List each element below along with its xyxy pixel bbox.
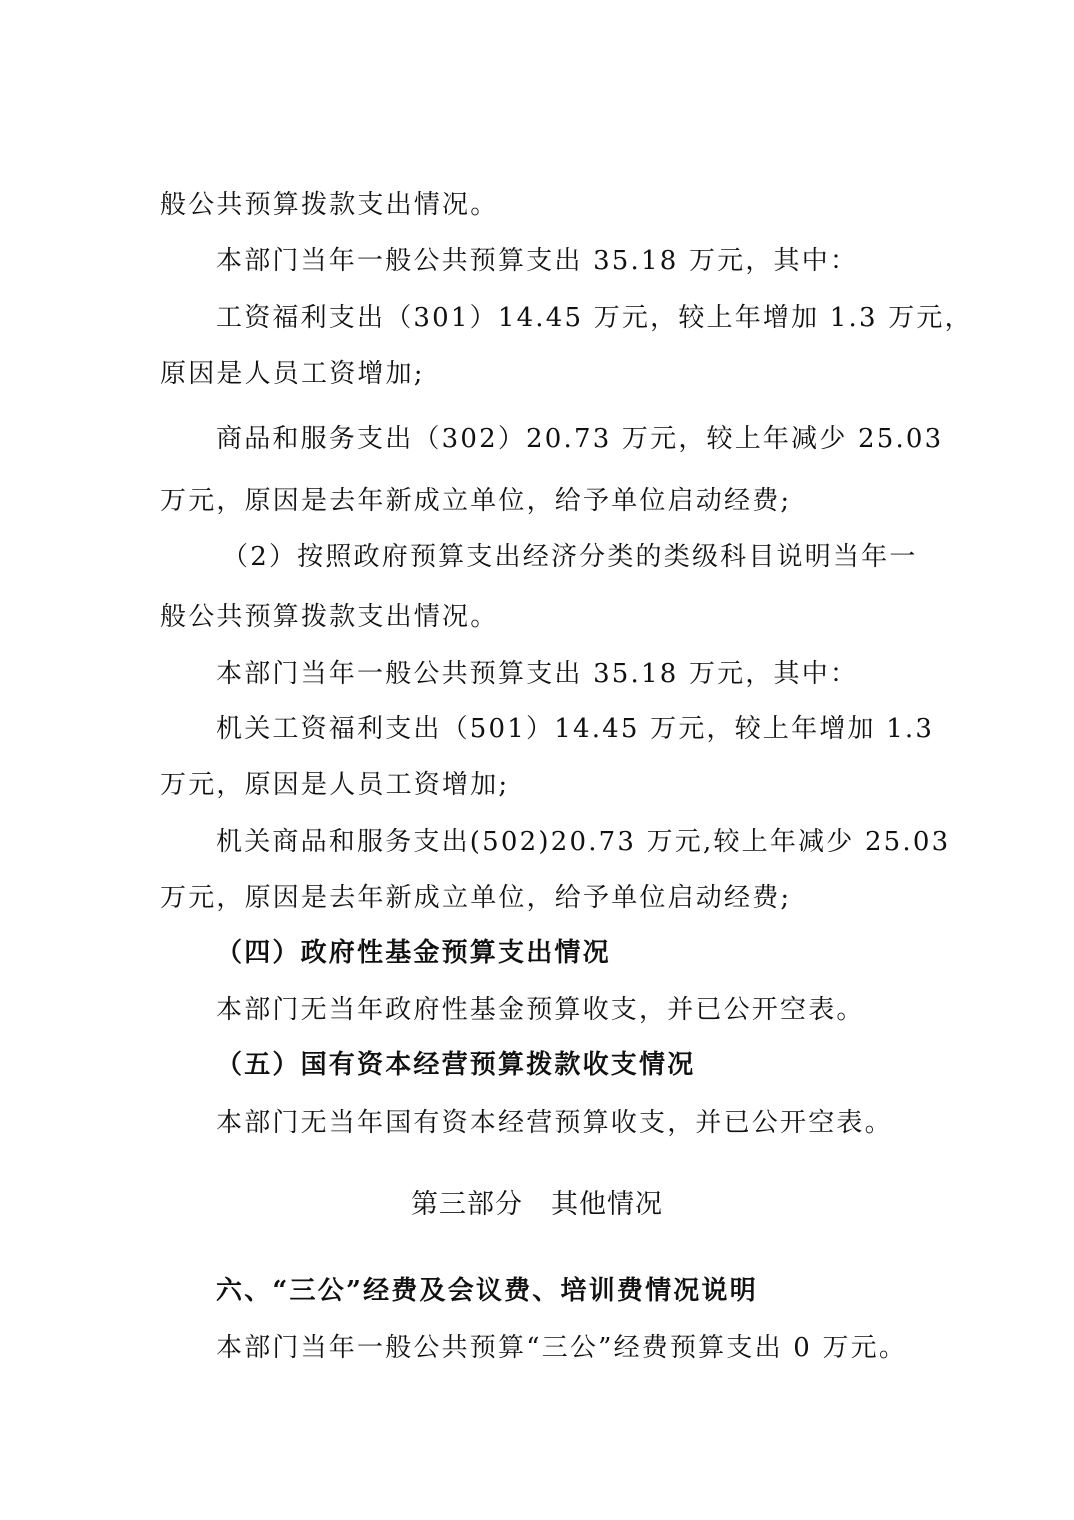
paragraph-line: 本部门无当年国有资本经营预算收支，并已公开空表。 [216, 1108, 893, 1138]
paragraph-line: 工资福利支出（301）14.45 万元，较上年增加 1.3 万元， [216, 303, 973, 333]
paragraph-line: 本部门当年一般公共预算支出 35.18 万元，其中： [216, 659, 859, 689]
section-heading: 六、“三公”经费及会议费、培训费情况说明 [216, 1276, 758, 1306]
part-heading-number: 第三部分 [411, 1189, 523, 1220]
paragraph-line: 机关商品和服务支出(502)20.73 万元,较上年减少 25.03 [216, 827, 951, 857]
paragraph-line: （2）按照政府预算支出经济分类的类级科目说明当年一 [222, 542, 918, 572]
section-heading: （四）政府性基金预算支出情况 [216, 938, 611, 968]
part-heading [0, 1188, 1074, 1222]
paragraph-line: 原因是人员工资增加; [160, 359, 425, 389]
paragraph-line: 般公共预算拨款支出情况。 [160, 190, 499, 220]
paragraph-line: 本部门无当年政府性基金预算收支，并已公开空表。 [216, 995, 865, 1025]
paragraph-line: 本部门当年一般公共预算支出 35.18 万元，其中： [216, 246, 859, 276]
paragraph-line: 机关工资福利支出（501）14.45 万元，较上年增加 1.3 [216, 714, 935, 744]
paragraph-line: 本部门当年一般公共预算“三公”经费预算支出 0 万元。 [216, 1333, 908, 1363]
paragraph-line: 万元，原因是人员工资增加; [160, 770, 510, 800]
paragraph-line: 万元，原因是去年新成立单位，给予单位启动经费; [160, 883, 792, 913]
part-heading-title: 其他情况 [551, 1189, 663, 1220]
paragraph-line: 万元，原因是去年新成立单位，给予单位启动经费; [160, 486, 792, 516]
section-heading: （五）国有资本经营预算拨款收支情况 [216, 1050, 696, 1080]
paragraph-line: 商品和服务支出（302）20.73 万元，较上年减少 25.03 [216, 424, 944, 454]
paragraph-line: 般公共预算拨款支出情况。 [160, 602, 499, 632]
